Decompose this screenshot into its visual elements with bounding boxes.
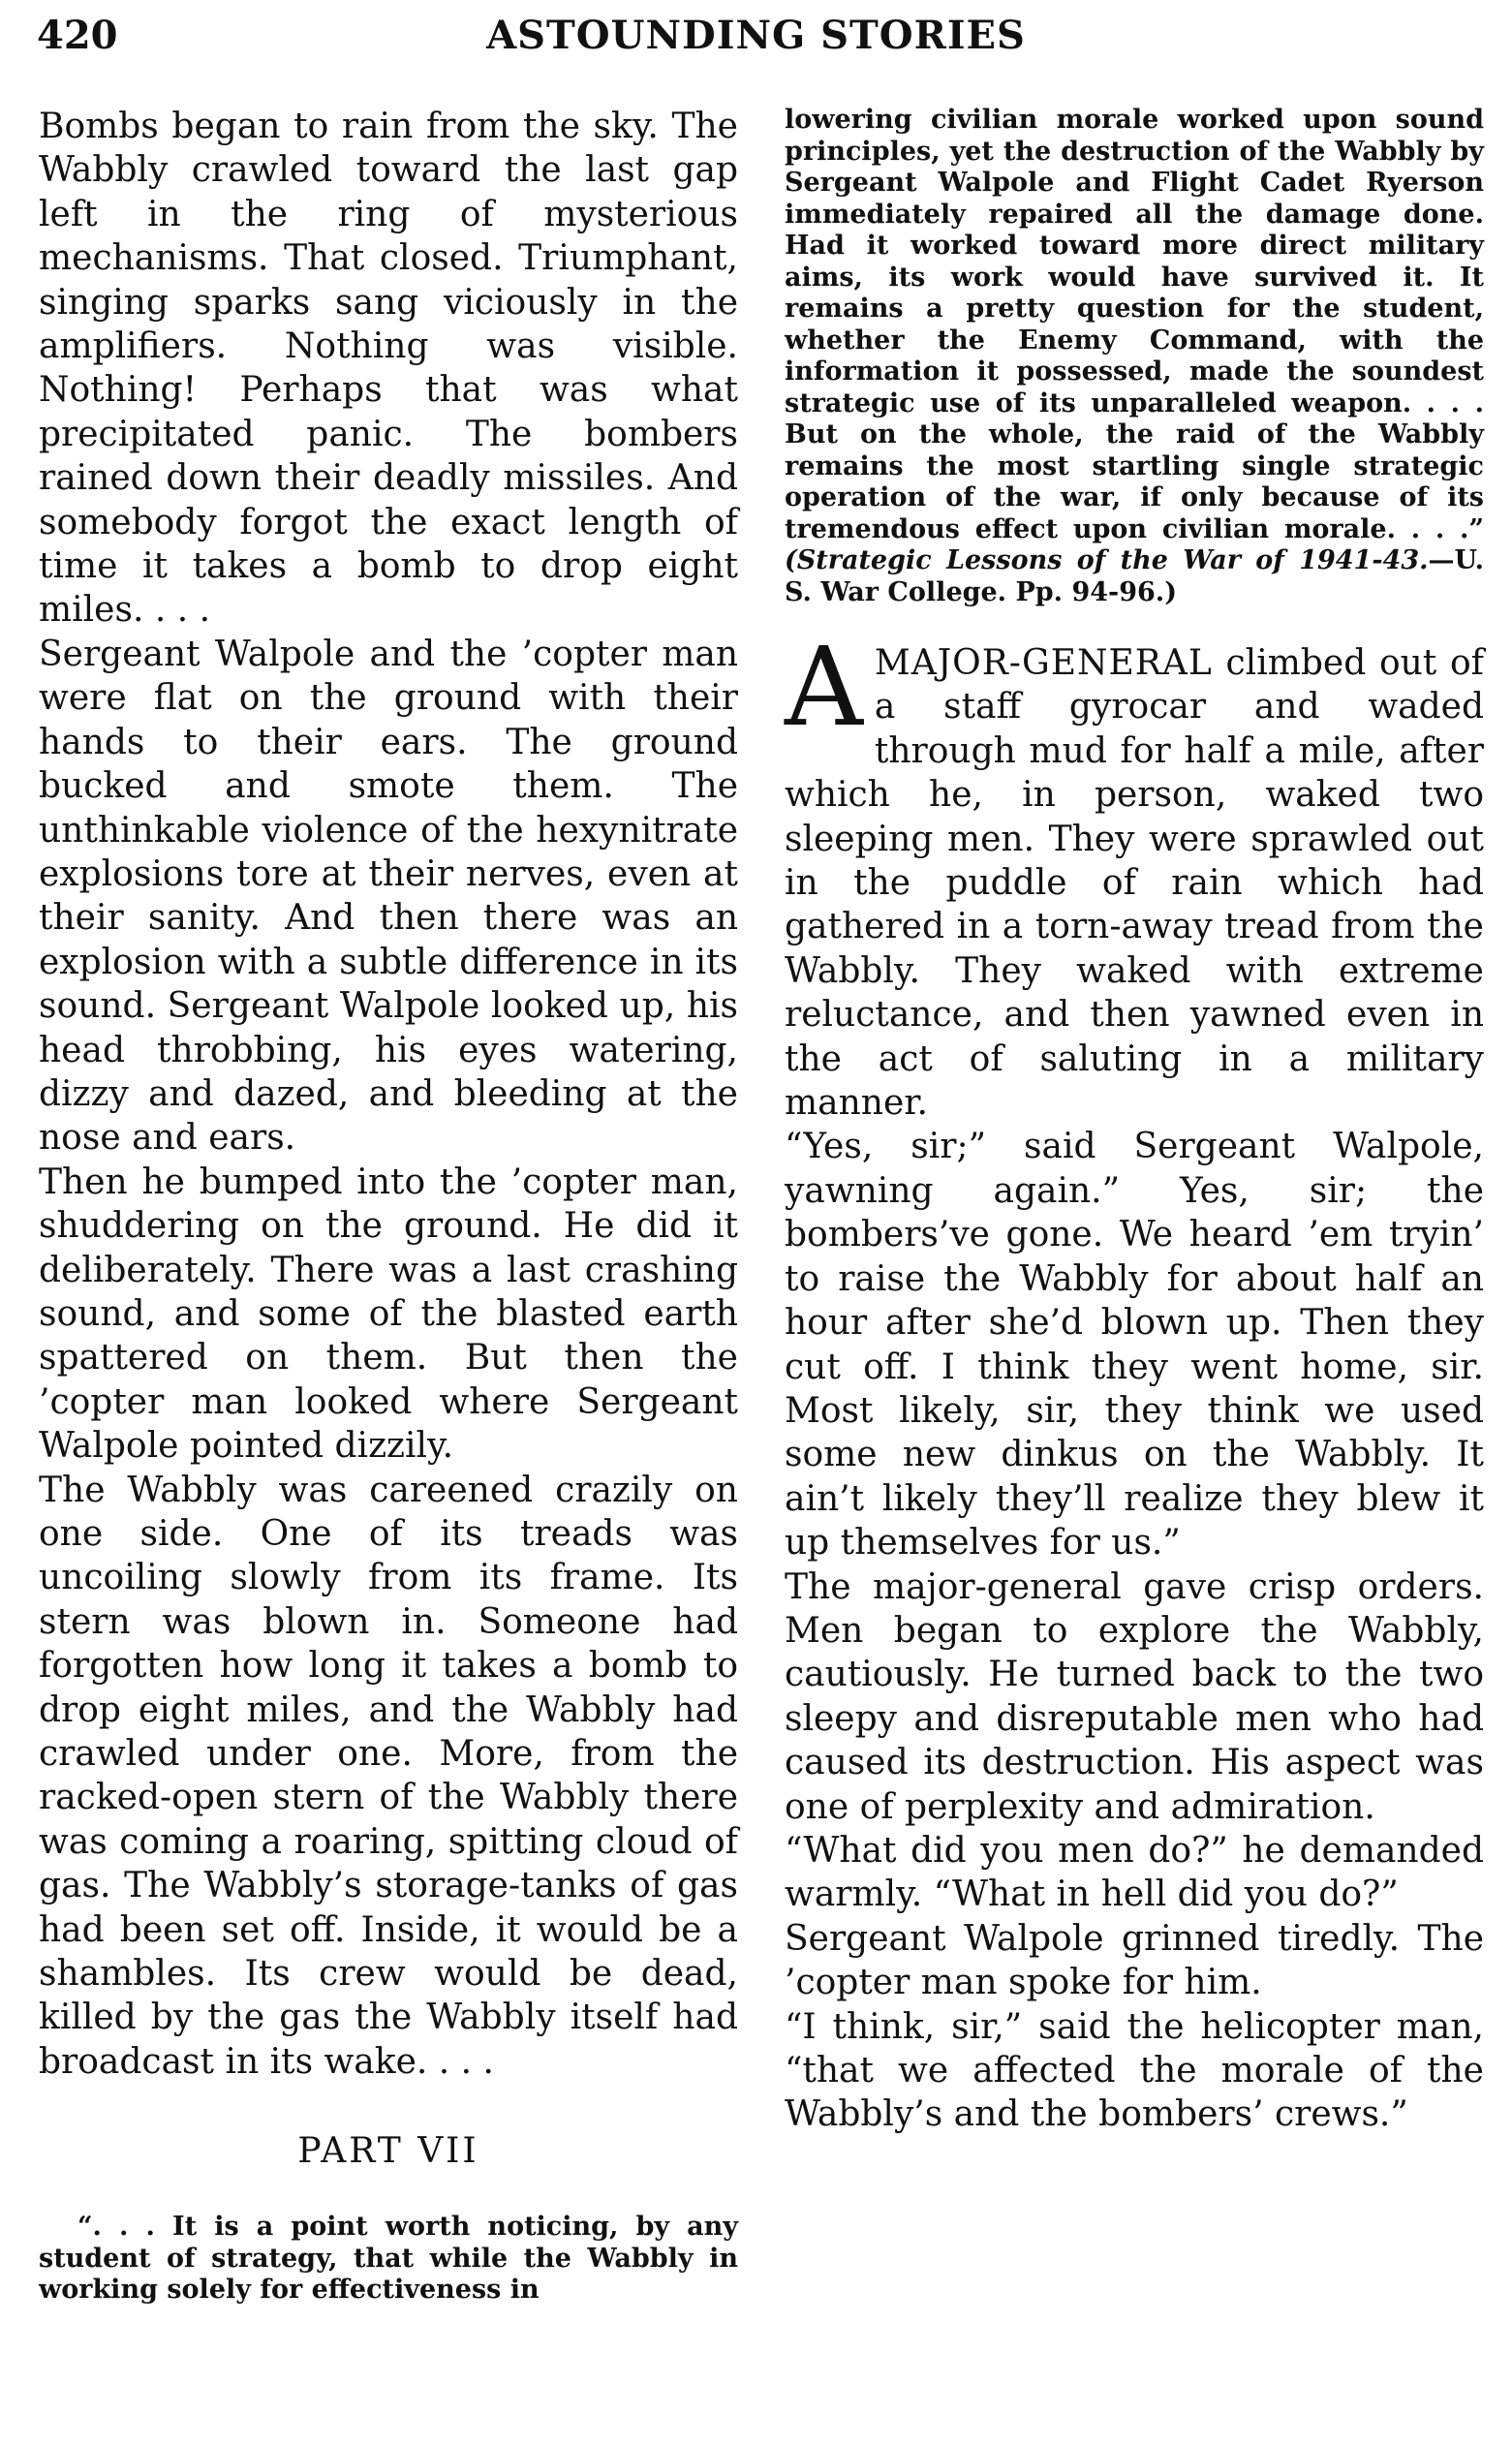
page-number: 420 (37, 13, 118, 58)
paragraph: “What did you men do?” he demanded warmly. “What in hell did you do?” (785, 1830, 1484, 1915)
drop-cap: A (785, 625, 863, 751)
lead-in-caps: MAJOR-GENERAL (874, 643, 1213, 683)
paragraph: The major-general gave crisp orders. Men began to explore the Wabbly, cautiously. He turned back to the two sleepy and disreputable men who had caused its destruction. His aspect was one of perplexity and admiration. (785, 1566, 1484, 1827)
paragraph: “I think, sir,” said the helicopter man, “that we affected the morale of the Wabbly’s and the bombers’ crews.” (785, 2006, 1484, 2135)
quote-text: lowering civilian morale worked upon sound principles, yet the destruction of the Wabbly by Sergeant Walpole and Flight Cadet Ryerson immediately repaired all the damage done. Had it worked toward more direct military aims, its work would have survived it. It remains a pretty question for the student, whether the Enemy Command, with the information it possessed, made the soundest strategic use of its unparalleled weapon. . . . But on the whole, the raid of the Wabbly remains the most startling single strategic operation of the war, if only because of its tremendous effect upon civilian morale. . . .” (785, 105, 1484, 544)
paragraph: The Wabbly was careened crazily on one side. One of its treads was uncoiling slowly from its frame. Its stern was blown in. Someone had forgotten how long it takes a bomb to drop eight miles, and the Wabbly had crawled under one. More, from the racked-open stern of the Wabbly there was coming a roaring, spitting cloud of gas. The Wabbly’s storage-tanks of gas had been set off. Inside, it would be a shambles. Its crew would be dead, killed by the gas the Wabbly itself had broadcast in its wake. . . . (39, 1470, 738, 2082)
quote-citation-title: (Strategic Lessons of the War of 1941-43. (785, 545, 1429, 575)
chapter-opening-paragraph (785, 625, 1484, 1125)
opening-text: climbed out of a staff gyrocar and waded through mud for half a mile, after which he, in person, waked two sleeping men. They were sprawled out in the puddle of rain which had gathered in a torn-away tread from the Wabbly. They waked with extreme reluctance, and then yawned even in the act of saluting in a military manner. (785, 643, 1484, 1124)
paragraph: Then he bumped into the ’copter man, shuddering on the ground. He did it deliberately. There was a last crashing sound, and some of the blasted earth spattered on them. But then the ’copter man looked where Sergeant Walpole pointed dizzily. (39, 1162, 738, 1467)
epigraph-quote-continuation (785, 105, 1484, 608)
paragraph: Sergeant Walpole grinned tiredly. The ’copter man spoke for him. (785, 1918, 1484, 2003)
quote-citation-source: —U. S. War College. Pp. 94-96.) (785, 545, 1484, 607)
epigraph-quote-start: “. . . It is a point worth noticing, by any student of strategy, that while the Wabbly in working solely for effectiveness in (39, 2212, 738, 2306)
running-head: ASTOUNDING STORIES (486, 13, 1026, 58)
paragraph: Bombs began to rain from the sky. The Wabbly crawled toward the last gap left in the ring of mysterious mechanisms. That closed. Triumphant, singing sparks sang viciously in the amplifiers. Nothing was visible. Nothing! Perhaps that was what precipitated panic. The bombers rained down their deadly missiles. And somebody forgot the exact length of time it takes a bomb to drop eight miles. . . . (39, 107, 738, 631)
part-heading: PART VII (297, 2131, 479, 2172)
left-column (39, 105, 738, 2307)
paragraph: “Yes, sir;” said Sergeant Walpole, yawning again.” Yes, sir; the bombers’ve gone. We heard ’em tryin’ to raise the Wabbly for about half an hour after she’d blown up. Then they cut off. I think they went home, sir. Most likely, sir, they think we used some new dinkus on the Wabbly. It ain’t likely they’ll realize they blew it up themselves for us.” (785, 1127, 1484, 1564)
paragraph: Sergeant Walpole and the ’copter man were flat on the ground with their hands to their ears. The ground bucked and smote them. The unthinkable violence of the hexynitrate explosions tore at their nerves, even at their sanity. And then there was an explosion with a subtle difference in its sound. Sergeant Walpole looked up, his head throbbing, his eyes watering, dizzy and dazed, and bleeding at the nose and ears. (39, 634, 738, 1159)
right-column (785, 105, 1484, 2137)
